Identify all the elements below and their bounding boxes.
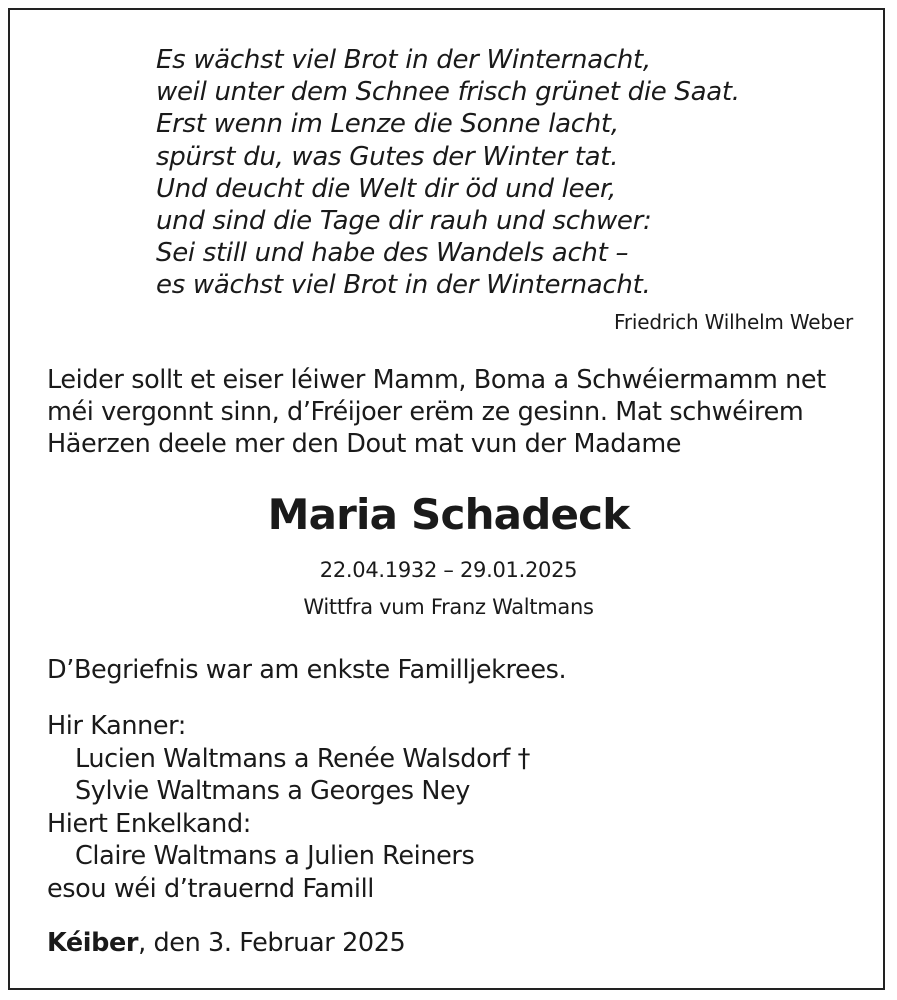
grandchild-entry: Claire Waltmans a Julien Reiners (75, 841, 475, 871)
poem-line: Und deucht die Welt dir öd und leer, (156, 173, 616, 204)
family-closing: esou wéi d’trauernd Famill (47, 873, 374, 904)
spouse-line: Wittfra vum Franz Waltmans (303, 595, 594, 619)
poem-line: es wächst viel Brot in der Winternacht. (156, 270, 651, 301)
poem-author: Friedrich Wilhelm Weber (614, 310, 853, 334)
life-dates: 22.04.1932 – 29.01.2025 (319, 558, 578, 582)
deceased-name: Maria Schadeck (267, 490, 630, 539)
poem-line: Es wächst viel Brot in der Winternacht, (156, 45, 651, 75)
intro-line: Leider sollt et eiser léiwer Mamm, Boma a Schwéiermamm net (47, 365, 826, 395)
child-entry: Sylvie Waltmans a Georges Ney (75, 776, 470, 806)
notice-date: , den 3. Februar 2025 (138, 928, 406, 958)
grandchild-heading: Hiert Enkelkand: (47, 808, 251, 839)
family-list (47, 710, 530, 905)
children-heading: Hir Kanner: (47, 711, 186, 741)
poem-line: und sind die Tage dir rauh und schwer: (156, 206, 652, 237)
poem-line: spürst du, was Gutes der Winter tat. (156, 141, 619, 172)
poem (156, 44, 740, 302)
intro-line: Häerzen deele mer den Dout mat vun der Madame (47, 429, 682, 459)
town-name: Kéiber (47, 928, 139, 958)
intro-text (47, 364, 867, 460)
poem-line: Erst wenn im Lenze die Sonne lacht, (156, 109, 619, 140)
place-date (47, 928, 405, 958)
child-entry: Lucien Waltmans a Renée Walsdorf † (75, 743, 531, 774)
poem-line: Sei still und habe des Wandels acht – (156, 238, 629, 269)
poem-line: weil unter dem Schnee frisch grünet die Saat. (156, 77, 740, 108)
funeral-note: D’Begriefnis war am enkste Familljekrees. (47, 655, 567, 685)
intro-line: méi vergonnt sinn, d’Fréijoer erëm ze gesinn. Mat schwéirem (47, 397, 804, 427)
